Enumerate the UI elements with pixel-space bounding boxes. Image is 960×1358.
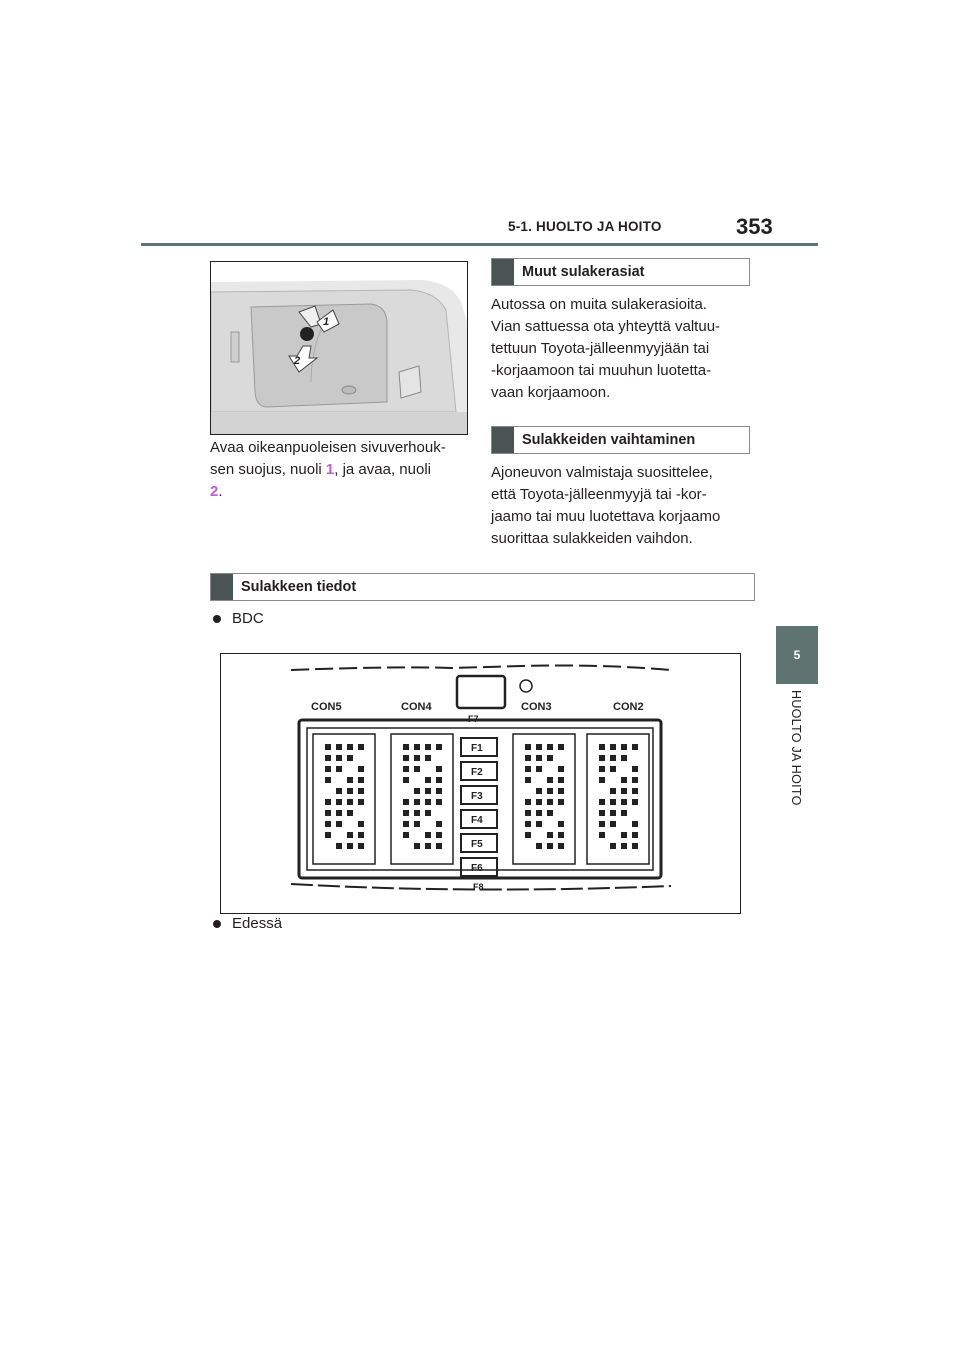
connector-pin (358, 788, 364, 794)
connector-pin (558, 788, 564, 794)
text-line: suorittaa sulakkeiden vaihdon. (491, 530, 693, 547)
connector-pin (436, 799, 442, 805)
connector-pin (536, 766, 542, 772)
connector-pin (632, 832, 638, 838)
fuse-label-f1: F1 (471, 743, 483, 754)
connector-pin (403, 777, 409, 783)
connector-pin (536, 799, 542, 805)
connector-pin (610, 821, 616, 827)
connector-pin (414, 766, 420, 772)
connector-pin (358, 843, 364, 849)
connector-pin (347, 810, 353, 816)
bullet-text: Edessä (232, 915, 283, 932)
connector-pin (525, 832, 531, 838)
connector-pin (358, 766, 364, 772)
connector-pin (610, 788, 616, 794)
caption-line-3 (210, 481, 480, 503)
caption-line-2 (210, 459, 480, 481)
chapter-side-label-text: HUOLTO JA HOITO (789, 690, 803, 806)
caption-line-1: Avaa oikeanpuoleisen sivuverhouk- (210, 439, 446, 456)
connector-pin (436, 744, 442, 750)
connector-pin (558, 821, 564, 827)
connector-pin (414, 799, 420, 805)
connector-pin (621, 744, 627, 750)
connector-pin (621, 832, 627, 838)
connector-pin (547, 810, 553, 816)
fuse-box-diagram (220, 653, 741, 914)
connector-pin (621, 755, 627, 761)
connector-pin (610, 755, 616, 761)
connector-pin (325, 766, 331, 772)
connector-pin (325, 777, 331, 783)
connector-pin (403, 810, 409, 816)
connector-pin (336, 788, 342, 794)
section-header-other-fuse-boxes (491, 258, 750, 286)
connector-pin (336, 821, 342, 827)
connector-pin (325, 810, 331, 816)
connector-pin (621, 810, 627, 816)
bullet-dot (213, 920, 221, 928)
figure-caption (210, 437, 480, 503)
connector-pin (525, 777, 531, 783)
connector-pin (599, 810, 605, 816)
connector-pin (621, 799, 627, 805)
arrow-ref-1: 1 (325, 461, 335, 478)
connector-pin (621, 788, 627, 794)
connector-pin (536, 755, 542, 761)
connector-pin (558, 777, 564, 783)
connector-pin (525, 821, 531, 827)
connector-pin (525, 744, 531, 750)
connector-pin (610, 810, 616, 816)
text-line: Autossa on muita sulakerasioita. (491, 296, 707, 313)
bullet-dot (213, 615, 221, 623)
connector-pin (358, 832, 364, 838)
connector-pin (610, 766, 616, 772)
section-title: Sulakkeiden vaihtaminen (522, 432, 696, 448)
connector-pin (403, 799, 409, 805)
connector-pin (436, 788, 442, 794)
text-line: tettuun Toyota-jälleenmyyjään tai (491, 340, 710, 357)
caption-text-a: sen suojus, nuoli (210, 461, 326, 478)
connector-pin (425, 777, 431, 783)
connector-pin (599, 821, 605, 827)
connector-pin (621, 843, 627, 849)
arrow-label-2: 2 (294, 355, 301, 367)
connector-pin (525, 755, 531, 761)
connector-pin (599, 777, 605, 783)
connector-pin (425, 755, 431, 761)
arrow-label-1: 1 (323, 316, 330, 328)
connector-pin (347, 744, 353, 750)
connector-pin (336, 766, 342, 772)
connector-pin (547, 744, 553, 750)
connector-pin (558, 843, 564, 849)
connector-label-con2: CON2 (613, 701, 644, 713)
connector-pin (610, 744, 616, 750)
connector-pin (632, 799, 638, 805)
fuse-label-f2: F2 (471, 767, 483, 778)
fuse-label-f5: F5 (471, 839, 483, 850)
connector-pin (436, 766, 442, 772)
connector-pin (525, 766, 531, 772)
connector-pin (358, 777, 364, 783)
connector-pin (358, 821, 364, 827)
connector-pin (336, 843, 342, 849)
connector-pin (414, 788, 420, 794)
trim-cover-illustration (211, 262, 467, 434)
connector-pin (436, 821, 442, 827)
connector-pin (414, 821, 420, 827)
connector-pin (325, 799, 331, 805)
connector-pin (547, 843, 553, 849)
text-line: Vian sattuessa ota yhteyttä valtuu- (491, 318, 721, 335)
connector-pin (425, 832, 431, 838)
bullet-text: BDC (232, 610, 264, 627)
connector-pin (425, 810, 431, 816)
connector-pin (425, 843, 431, 849)
connector-pin (558, 744, 564, 750)
connector-pin (436, 777, 442, 783)
connector-label-con3: CON3 (521, 701, 552, 713)
fuse-label-f4: F4 (471, 815, 483, 826)
connector-pin (325, 832, 331, 838)
text-line: vaan korjaamoon. (491, 384, 611, 401)
bullet-bdc (210, 610, 264, 627)
connector-pin (336, 755, 342, 761)
section-header-fuse-info (210, 573, 755, 601)
connector-pin (610, 843, 616, 849)
connector-pin (525, 810, 531, 816)
fuse-label-f6: F6 (471, 863, 483, 874)
connector-pin (558, 766, 564, 772)
connector-pin (632, 777, 638, 783)
connector-pin (599, 799, 605, 805)
connector-pin (610, 799, 616, 805)
text-line: Ajoneuvon valmistaja suosittelee, (491, 464, 713, 481)
connector-pin (632, 821, 638, 827)
connector-pin (547, 832, 553, 838)
connector-label-con4: CON4 (401, 701, 432, 713)
section-marker (211, 574, 233, 600)
connector-pin (358, 799, 364, 805)
connector-pin (325, 821, 331, 827)
connector-pin (536, 843, 542, 849)
page-number: 353 (736, 214, 773, 239)
connector-pin (632, 744, 638, 750)
connector-pin (403, 821, 409, 827)
other-fuse-boxes-text (491, 294, 761, 404)
connector-pin (403, 766, 409, 772)
header-rule (141, 243, 818, 246)
connector-pin (347, 777, 353, 783)
connector-pin (403, 832, 409, 838)
fuse-replacement-text (491, 462, 761, 550)
connector-pin (414, 843, 420, 849)
connector-pin (336, 744, 342, 750)
connector-pin (599, 832, 605, 838)
connector-pin (536, 821, 542, 827)
connector-pin (347, 843, 353, 849)
connector-pin (632, 788, 638, 794)
caption-end: . (218, 483, 223, 500)
caption-text-b: , ja avaa, nuoli (334, 461, 431, 478)
connector-pin (425, 788, 431, 794)
section-title: Muut sulakerasiat (522, 264, 645, 280)
connector-pin (347, 832, 353, 838)
arrow-ref-2: 2 (210, 483, 219, 500)
chapter-side-label (770, 690, 824, 840)
connector-pin (536, 810, 542, 816)
connector-pin (403, 744, 409, 750)
connector-pin (347, 788, 353, 794)
connector-pin (436, 832, 442, 838)
connector-pin (358, 744, 364, 750)
fuse-box-illustration (221, 654, 740, 913)
connector-pin (536, 788, 542, 794)
connector-pin (325, 755, 331, 761)
connector-pin (547, 755, 553, 761)
connector-pin (632, 843, 638, 849)
connector-label-con5: CON5 (311, 701, 342, 713)
connector-pin (436, 843, 442, 849)
connector-pin (547, 799, 553, 805)
connector-pin (599, 755, 605, 761)
connector-pin (403, 755, 409, 761)
label-f8: F8 (473, 882, 484, 892)
section-title: Sulakkeen tiedot (241, 579, 357, 595)
connector-pin (599, 744, 605, 750)
connector-pin (558, 832, 564, 838)
connector-pin (558, 799, 564, 805)
text-line: -korjaamoon tai muuhun luotetta- (491, 362, 712, 379)
label-f7: F7 (468, 714, 479, 724)
connector-pin (336, 810, 342, 816)
section-header: 5-1. HUOLTO JA HOITO (508, 219, 662, 234)
connector-pin (347, 755, 353, 761)
connector-pin (536, 744, 542, 750)
connector-pin (414, 810, 420, 816)
connector-pin (547, 788, 553, 794)
section-marker (492, 259, 514, 285)
connector-pin (632, 766, 638, 772)
connector-pin (325, 744, 331, 750)
text-line: että Toyota-jälleenmyyjä tai -kor- (491, 486, 707, 503)
section-marker (492, 427, 514, 453)
fuse-label-f3: F3 (471, 791, 483, 802)
chapter-tab: 5 (776, 626, 818, 684)
connector-pin (425, 744, 431, 750)
text-line: jaamo tai muu luotettava korjaamo (491, 508, 721, 525)
connector-pin (347, 799, 353, 805)
connector-pin (414, 744, 420, 750)
connector-pin (547, 777, 553, 783)
connector-pin (414, 755, 420, 761)
connector-pin (425, 799, 431, 805)
bullet-front (210, 915, 282, 932)
connector-pin (599, 766, 605, 772)
connector-pin (621, 777, 627, 783)
trim-cover-figure (210, 261, 468, 435)
connector-pin (525, 799, 531, 805)
connector-pin (336, 799, 342, 805)
section-header-fuse-replacement (491, 426, 750, 454)
